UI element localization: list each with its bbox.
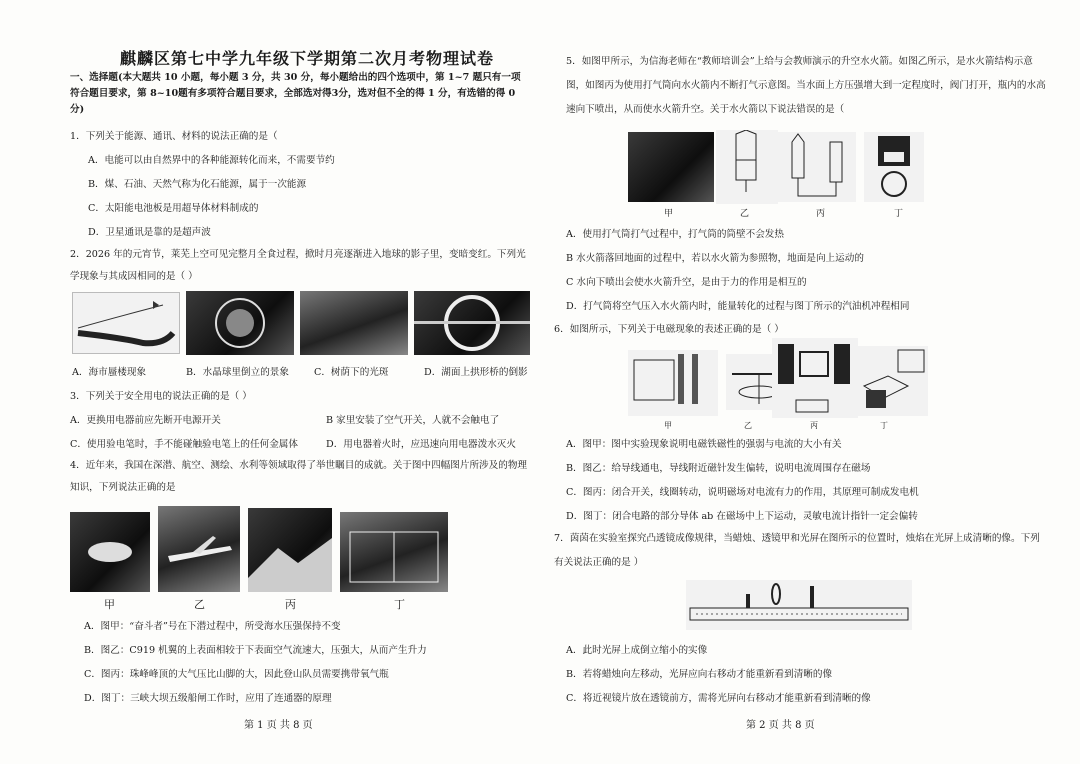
q6-stem: 6．如图所示，下列关于电磁现象的表述正确的是（ ） (554, 324, 784, 335)
c919-airplane-image (158, 506, 240, 592)
q4-stem: 4．近年来，我国在深潜、航空、测绘、水利等领域取得了举世瞩目的成就。关于图中四幅图片所涉及的物理知识，下列说法正确的是 (70, 460, 528, 493)
page-2 (540, 0, 1080, 764)
q6-option-c: C．图丙：闭合开关，线圈转动，说明磁场对电流有力的作用，其原理可制成发电机 (566, 487, 919, 498)
page-1-footer: 第 1 页 共 8 页 (244, 720, 313, 731)
q3-option-d: D．用电器着火时，应迅速向用电器泼水灭火 (326, 439, 516, 450)
q5-option-b: B 水火箭落回地面的过程中，若以水火箭为参照物，地面是向上运动的 (566, 253, 864, 264)
pump-rocket-diagram (778, 132, 856, 202)
q7-option-c: C．将近视镜片放在透镜前方，需将光屏向右移动才能重新看到清晰的像 (566, 693, 871, 704)
mirage-image (72, 292, 180, 354)
q5-label-ding: 丁 (894, 209, 904, 219)
q4-option-d: D．图丁：三峡大坝五级船闸工作时，应用了连通器的原理 (84, 693, 332, 704)
section1-header: 一、选择题(本大题共 10 小题，每小题 3 分，共 30 分，每小题给出的四个选项中，第 1~7 题只有一项符合题目要求，第 8~10题有多项符合题目要求，全部选对得3分，选对但不全的得 1 分，有选错的得 0 分) (70, 72, 521, 115)
q3-option-a: A．更换用电器前应先断开电源开关 (70, 415, 221, 426)
q2-option-c: C．树荫下的光斑 (314, 367, 389, 378)
q1-stem: 1．下列关于能源、通讯、材料的说法正确的是（ (70, 131, 278, 142)
motor-coil-diagram (772, 338, 858, 418)
electromagnet-circuit-diagram (628, 350, 718, 416)
q3-stem: 3．下列关于安全用电的说法正确的是（ ） (70, 391, 252, 402)
q6-label-jia: 甲 (664, 421, 672, 430)
q6-option-a: A．图甲：图中实验现象说明电磁铁磁性的强弱与电流的大小有关 (566, 439, 842, 450)
q2-option-d: D．湖面上拱形桥的倒影 (424, 367, 528, 378)
tree-shade-image (300, 291, 408, 355)
q1-option-a: A．电能可以由自然界中的各种能源转化而来，不需要节约 (88, 155, 335, 166)
exam-title: 麒麟区第七中学九年级下学期第二次月考物理试卷 (120, 49, 495, 68)
q2-option-a: A．海市蜃楼现象 (72, 367, 147, 378)
water-rocket-photo (628, 132, 714, 202)
crystal-ball-image (186, 291, 294, 355)
arch-bridge-image (414, 291, 530, 355)
q7-stem: 7．茵茵在实验室探究凸透镜成像规律，当蜡烛、透镜甲和光屏在图所示的位置时，烛焰在光屏上成清晰的像。下列有关说法正确的是 ） (554, 533, 1040, 568)
q5-label-jia: 甲 (664, 209, 674, 219)
q4-option-c: C．图丙：珠峰峰顶的大气压比山脚的大，因此登山队员需要携带氧气瓶 (84, 669, 389, 680)
q6-label-ding: 丁 (880, 421, 888, 430)
induction-galvanometer-diagram (858, 346, 928, 416)
q4-label-yi: 乙 (194, 598, 205, 611)
gasoline-engine-stroke-diagram (864, 132, 924, 202)
q5-label-bing: 丙 (816, 209, 826, 219)
q1-option-b: B．煤、石油、天然气称为化石能源，属于一次能源 (88, 179, 307, 190)
q6-option-b: B．图乙：给导线通电，导线附近磁针发生偏转，说明电流周围存在磁场 (566, 463, 871, 474)
q7-option-b: B．若将蜡烛向左移动，光屏应向右移动才能重新看到清晰的像 (566, 669, 833, 680)
page-2-footer: 第 2 页 共 8 页 (746, 720, 815, 731)
q2-option-b: B．水晶球里倒立的景象 (186, 367, 289, 378)
q4-label-jia: 甲 (104, 598, 115, 611)
everest-survey-image (248, 508, 332, 592)
q5-option-c: C 水向下喷出会使水火箭升空，是由于力的作用是相互的 (566, 277, 807, 288)
q2-stem: 2．2026 年的元宵节，莱芜上空可见完整月全食过程，掀时月亮逐渐进入地球的影子里，变暗变红。下列光学现象与其成因相同的是（ ） (70, 249, 526, 282)
q6-label-yi: 乙 (744, 421, 752, 430)
deep-sea-submersible-image (70, 512, 150, 592)
q1-option-c: C．太阳能电池板是用超导体材料制成的 (88, 203, 259, 214)
q1-option-d: D．卫星通讯是靠的是超声波 (88, 227, 211, 238)
q6-label-bing: 丙 (810, 421, 818, 430)
q4-option-a: A．图甲：“奋斗者”号在下潜过程中，所受海水压强保持不变 (84, 621, 341, 632)
q4-label-bing: 丙 (285, 598, 296, 611)
water-rocket-structure-diagram (716, 130, 778, 204)
q4-option-b: B．图乙：C919 机翼的上表面相较于下表面空气流速大，压强大，从而产生升力 (84, 645, 427, 656)
q5-option-a: A．使用打气筒打气过程中，打气筒的筒壁不会发热 (566, 229, 784, 240)
q5-label-yi: 乙 (740, 209, 750, 219)
q4-label-ding: 丁 (394, 598, 405, 611)
q5-option-d: D．打气筒将空气压入水火箭内时，能量转化的过程与图丁所示的汽油机冲程相同 (566, 301, 910, 312)
q3-option-c: C．使用验电笔时，手不能碰触验电笔上的任何金属体 (70, 439, 298, 450)
q5-stem: 5．如图甲所示，为信海老师在“教师培训会”上给与会教师演示的升空水火箭。如图乙所示，是水火箭结构示意图，如图丙为使用打气筒向水火箭内不断打气示意图。当水面上方压强增大到一定程度时，阀门打开，瓶内的水高速向下喷出，从而使水火箭升空。关于水火箭以下说法错误的是（ (566, 56, 1046, 115)
q7-option-a: A．此时光屏上成倒立缩小的实像 (566, 645, 708, 656)
three-gorges-lock-image (340, 512, 448, 592)
q3-option-b: B 家里安装了空气开关，人就不会触电了 (326, 415, 500, 426)
q6-option-d: D．图丁：闭合电路的部分导体 ab 在磁场中上下运动，灵敏电流计指针一定会偏转 (566, 511, 918, 522)
optical-bench-diagram (686, 580, 912, 630)
